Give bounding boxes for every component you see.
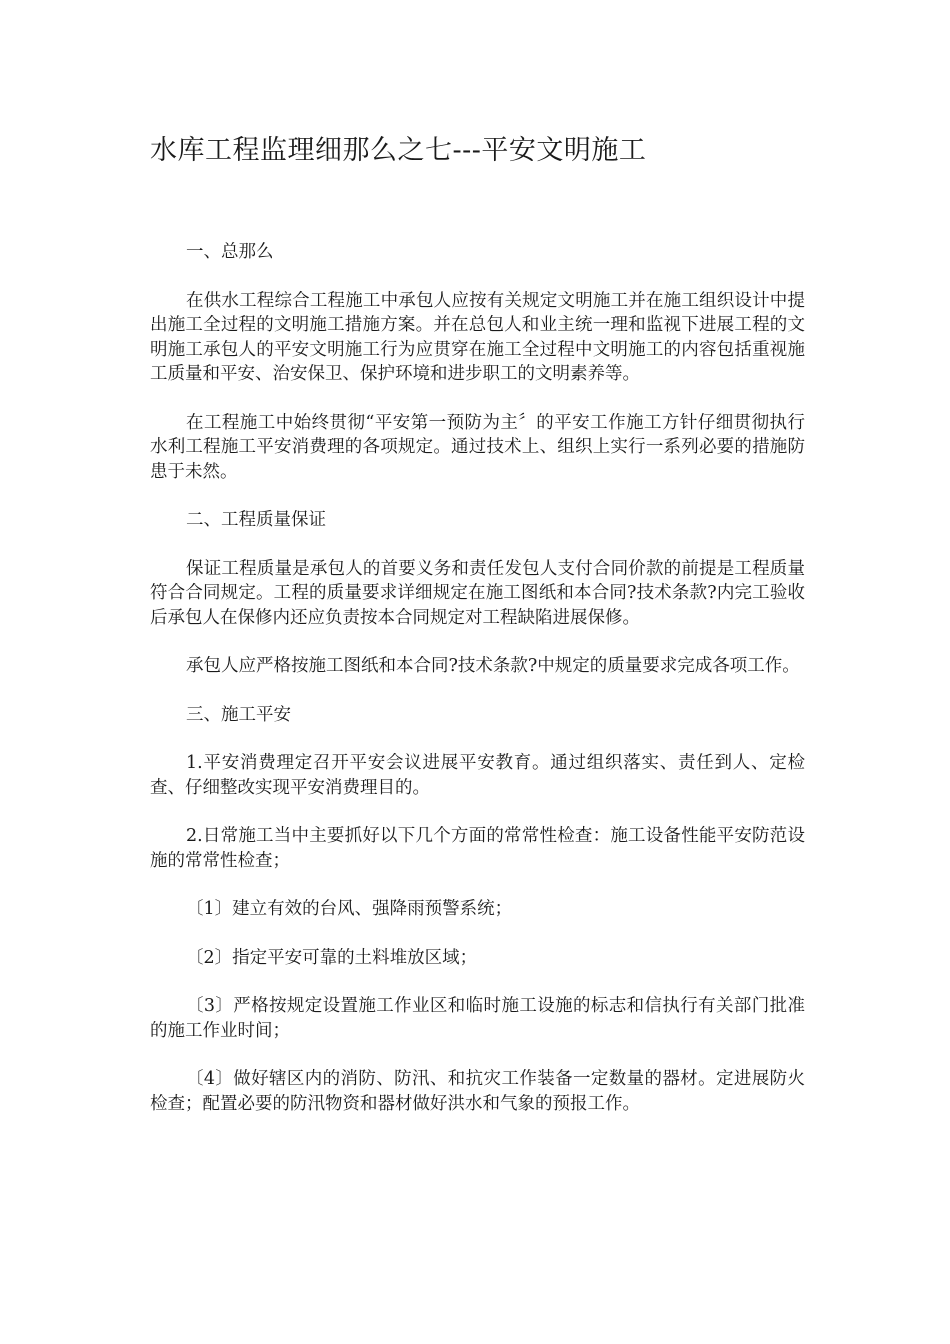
document-title: 水库工程监理细那么之七---平安文明施工 [150, 135, 647, 166]
document-body [150, 240, 805, 1140]
paragraph: 承包人应严格按施工图纸和本合同?技术条款?中规定的质量要求完成各项工作。 [186, 656, 800, 676]
paragraph: 保证工程质量是承包人的首要义务和责任发包人支付合同价款的前提是工程质量符合合同规定。工程的质量要求详细规定在施工图纸和本合同?技术条款?内完工验收后承包人在保修内还应负责按本合同规定对工程缺陷进展保修。 [150, 558, 805, 628]
list-item: 〔1〕建立有效的台风、强降雨预警系统； [186, 899, 513, 919]
list-item: 〔3〕严格按规定设置施工作业区和临时施工设施的标志和信执行有关部门批准的施工作业时间； [150, 996, 805, 1041]
paragraph: 在工程施工中始终贯彻“平安第一预防为主〞的平安工作施工方针仔细贯彻执行水利工程施工平安消费理的各项规定。通过技术上、组织上实行一系列必要的措施防患于未然。 [150, 412, 805, 482]
section-heading-general: 一、总那么 [186, 242, 274, 262]
list-item: 〔4〕做好辖区内的消防、防汛、和抗灾工作装备一定数量的器材。定进展防火检查；配置必要的防汛物资和器材做好洪水和气象的预报工作。 [150, 1069, 805, 1114]
section-heading-safety: 三、施工平安 [186, 704, 291, 725]
paragraph: 在供水工程综合工程施工中承包人应按有关规定文明施工并在施工组织设计中提出施工全过程的文明施工措施方案。并在总包人和业主统一理和监视下进展工程的文明施工承包人的平安文明施工行为应贯穿在施工全过程中文明施工的内容包括重视施工质量和平安、治安保卫、保护环境和进步职工的文明素养等。 [150, 290, 805, 384]
paragraph: 1.平安消费理定召开平安会议进展平安教育。通过组织落实、责任到人、定检查、仔细整改实现平安消费理目的。 [150, 753, 805, 798]
section-heading-quality: 二、工程质量保证 [186, 510, 326, 530]
paragraph: 2.日常施工当中主要抓好以下几个方面的常常性检查：施工设备性能平安防范设施的常常性检查； [150, 826, 805, 871]
list-item: 〔2〕指定平安可靠的土料堆放区域； [186, 947, 478, 968]
